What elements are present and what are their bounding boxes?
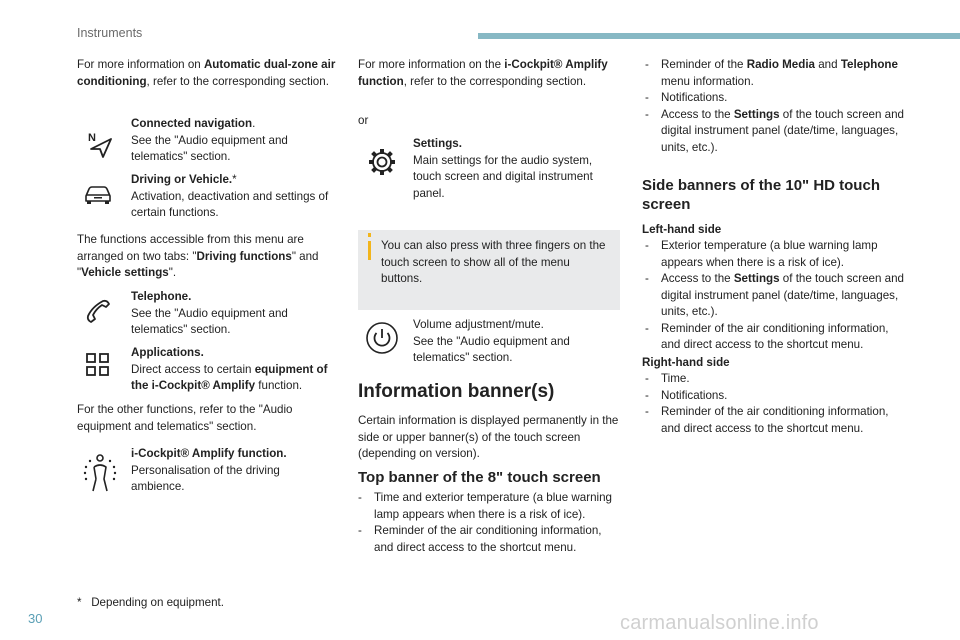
side-banners-heading: Side banners of the 10" HD touch screen — [642, 177, 880, 213]
col2-intro: For more information on the i-Cockpit® Amplify function, refer to the corresponding section. — [358, 58, 608, 88]
info-icon — [368, 233, 371, 237]
note-text: You can also press with three fingers on the touch screen to show all of the menu buttons. — [381, 239, 606, 285]
header-bar — [478, 33, 960, 39]
list-item: - Reminder of the air conditioning information, and direct access to the shortcut menu. — [645, 321, 889, 351]
right-hand-list — [645, 371, 910, 437]
watermark: carmanualsonline.info — [620, 612, 819, 634]
or-text: or — [358, 114, 369, 127]
gear-icon — [364, 144, 400, 180]
list-item: - Access to the Settings of the touch screen and digital instrument panel (date/time, languages, units, etc.). — [645, 107, 904, 154]
telephone-item: Telephone. See the "Audio equipment and telematics" section. — [131, 290, 288, 336]
navigation-icon — [82, 126, 118, 162]
power-icon — [364, 320, 400, 356]
phone-icon — [80, 293, 116, 329]
list-item: - Notifications. — [645, 388, 728, 402]
applications-item: Applications. Direct access to certain equipment of the i-Cockpit® Amplify function. — [131, 346, 328, 392]
applications-icon — [80, 347, 116, 383]
functions-paragraph: The functions accessible from this menu are arranged on two tabs: "Driving functions" and "Vehicle settings". — [77, 233, 319, 279]
list-item: - Reminder of the air conditioning information, and direct access to the shortcut menu. — [358, 524, 602, 554]
volume-item: Volume adjustment/mute. See the "Audio equipment and telematics" section. — [413, 318, 570, 364]
list-item: - Access to the Settings of the touch screen and digital instrument panel (date/time, languages, units, etc.). — [645, 272, 904, 318]
left-hand-heading: Left-hand side — [642, 223, 722, 236]
svg-text:N: N — [88, 132, 96, 144]
col1-intro: For more information on Automatic dual-zone air conditioning, refer to the corresponding section. — [77, 58, 336, 88]
amplify-icon — [80, 452, 120, 496]
list-item: - Time. — [645, 372, 690, 385]
list-item: - Exterior temperature (a blue warning lamp appears when there is a risk of ice). — [645, 239, 878, 269]
list-item: - Time and exterior temperature (a blue warning lamp appears when there is a risk of ice). — [358, 491, 612, 521]
footnote: * Depending on equipment. — [77, 596, 224, 609]
list-item: - Reminder of the air conditioning information, and direct access to the shortcut menu. — [645, 405, 889, 435]
banner-paragraph: Certain information is displayed permanently in the side or upper banner(s) of the touch screen (depending on version). — [358, 414, 619, 460]
info-note — [358, 230, 620, 310]
other-functions-paragraph: For the other functions, refer to the "Audio equipment and telematics" section. — [77, 403, 293, 433]
information-banner-heading: Information banner(s) — [358, 381, 555, 402]
info-bar — [368, 241, 371, 260]
list-item: - Reminder of the Radio Media and Telephone menu information. — [645, 58, 898, 88]
top-banner-heading: Top banner of the 8" touch screen — [358, 469, 601, 486]
nav-item: Connected navigation. See the "Audio equipment and telematics" section. — [131, 117, 288, 163]
vehicle-item: Driving or Vehicle.* Activation, deactivation and settings of certain functions. — [131, 173, 329, 219]
right-hand-heading: Right-hand side — [642, 356, 730, 369]
car-icon — [80, 175, 116, 211]
col3-list — [645, 57, 910, 156]
page-number: 30 — [28, 611, 43, 626]
list-item: - Notifications. — [645, 91, 728, 104]
amplify-item: i-Cockpit® Amplify function. Personalisation of the driving ambience. — [131, 447, 287, 493]
top-banner-list — [358, 490, 623, 556]
settings-item: Settings. Main settings for the audio system, touch screen and digital instrument panel. — [413, 137, 593, 200]
left-hand-list — [645, 238, 910, 354]
section-title: Instruments — [77, 26, 143, 40]
